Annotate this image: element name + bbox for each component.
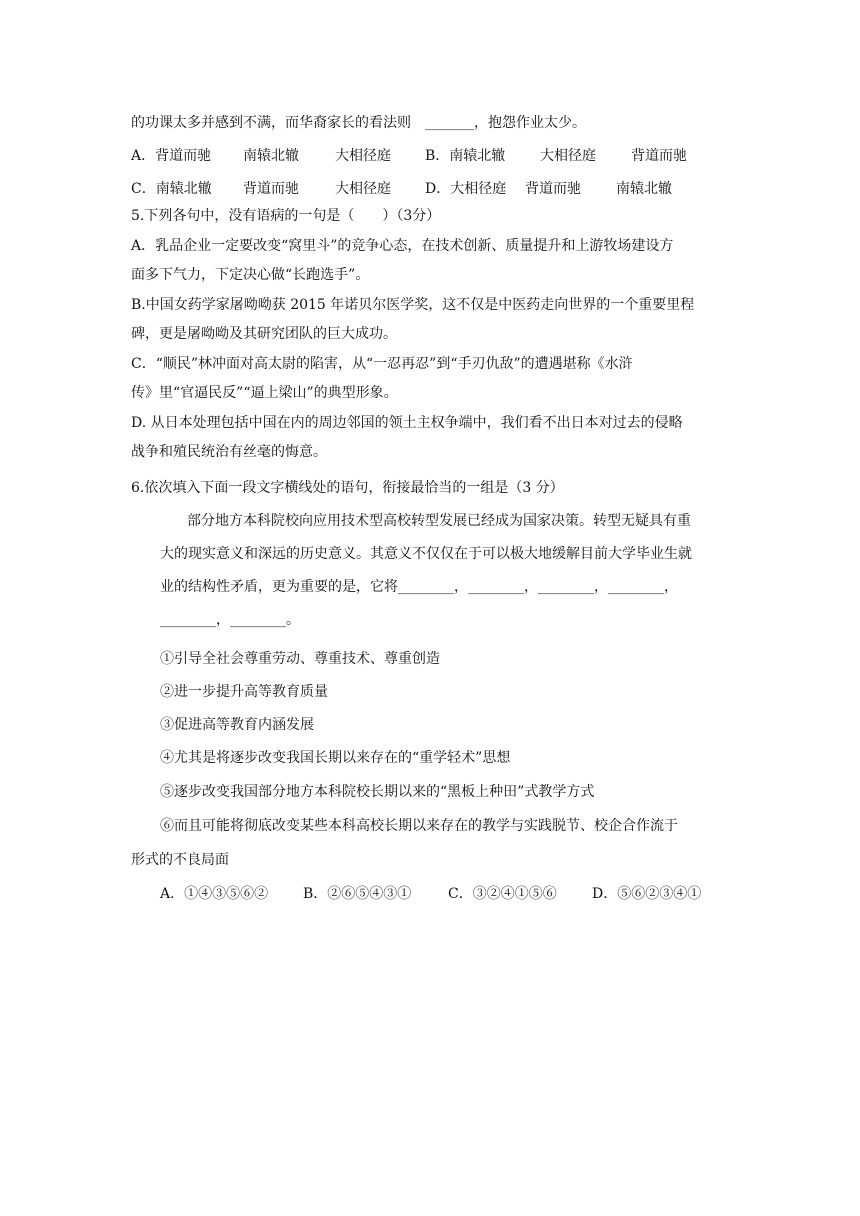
q6-sentence-2: ②进一步提升高等教育质量: [160, 684, 328, 700]
q6-passage-line4: ________，________。: [160, 612, 300, 628]
q4-option-b-word3: 背道而驰: [631, 148, 687, 164]
q4-option-a-word2: 南辕北辙: [243, 148, 299, 164]
q4-option-c-word3: 大相径庭: [335, 181, 391, 197]
q5-option-a-line2: 面多下气力，下定决心做“长跑选手”。: [131, 267, 370, 283]
q4-option-d-word3: 南辕北辙: [616, 181, 672, 197]
q5-option-b-line2: 碑，更是屠呦呦及其研究团队的巨大成功。: [131, 326, 397, 342]
q4-option-b-word2: 大相径庭: [540, 148, 596, 164]
q5-option-d-line2: 战争和殖民统治有丝毫的悔意。: [131, 444, 327, 460]
q5-option-c-line2: 传》里“官逼民反”“逼上梁山”的典型形象。: [131, 385, 398, 401]
q4-option-a-word3: 大相径庭: [335, 148, 391, 164]
q4-option-d-word2: 背道而驰: [525, 181, 581, 197]
q5-option-b-line1: B.中国女药学家屠呦呦获 2015 年诺贝尔医学奖，这不仅是中医药走向世界的一个重要里程: [131, 297, 695, 313]
q6-sentence-1: ①引导全社会尊重劳动、尊重技术、尊重创造: [160, 651, 440, 667]
q6-passage-line1: 部分地方本科院校向应用技术型高校转型发展已经成为国家决策。转型无疑具有重: [187, 513, 691, 529]
q6-option-d: D．⑤⑥②③④①: [592, 886, 702, 902]
q6-option-c: C．③②④①⑤⑥: [448, 886, 557, 902]
q6-passage-line2: 大的现实意义和深远的历史意义。其意义不仅仅在于可以极大地缓解目前大学毕业生就: [160, 546, 692, 562]
q4-option-c-word2: 背道而驰: [243, 181, 299, 197]
q6-sentence-5: ⑤逐步改变我国部分地方本科院校长期以来的“黑板上种田”式教学方式: [160, 784, 595, 800]
q5-option-d-line1: D. 从日本处理包括中国在内的周边邻国的领土主权争端中，我们看不出日本对过去的侵略: [131, 415, 683, 431]
q6-option-b: B．②⑥⑤④③①: [303, 886, 412, 902]
q4-option-c: C．南辕北辙: [131, 181, 212, 197]
q5-option-a-line1: A．乳品企业一定要改变“窝里斗”的竞争心态，在技术创新、质量提升和上游牧场建设方: [131, 238, 674, 254]
q6-stem: 6.依次填入下面一段文字横线处的语句，衔接最恰当的一组是（3 分）: [131, 480, 564, 496]
q6-sentence-6-line2: 形式的不良局面: [131, 852, 229, 868]
q5-stem: 5.下列各句中，没有语病的一句是（ ）（3分）: [131, 208, 441, 224]
q6-sentence-4: ④尤其是将逐步改变我国长期以来存在的“重学轻术”思想: [160, 750, 511, 766]
q6-sentence-3: ③促进高等教育内涵发展: [160, 717, 314, 733]
q4-option-d: D．大相径庭: [425, 181, 507, 197]
q4-option-b: B．南辕北辙: [425, 148, 506, 164]
q6-passage-line3: 业的结构性矛盾，更为重要的是，它将________，________，________，________，: [160, 579, 678, 595]
q6-sentence-6-line1: ⑥而且可能将彻底改变某些本科高校长期以来存在的教学与实践脱节、校企合作流于: [160, 818, 678, 834]
q6-option-a: A．①④③⑤⑥②: [160, 886, 269, 902]
q4-continuation-line: 的功课太多并感到不满，而华裔家长的看法则 _______，抱怨作业太少。: [131, 115, 586, 131]
q5-option-c-line1: C．“顺民”林冲面对高太尉的陷害，从“一忍再忍”到“手刃仇敌”的遭遇堪称《水浒: [131, 356, 633, 372]
q4-option-a: A．背道而驰: [131, 148, 212, 164]
